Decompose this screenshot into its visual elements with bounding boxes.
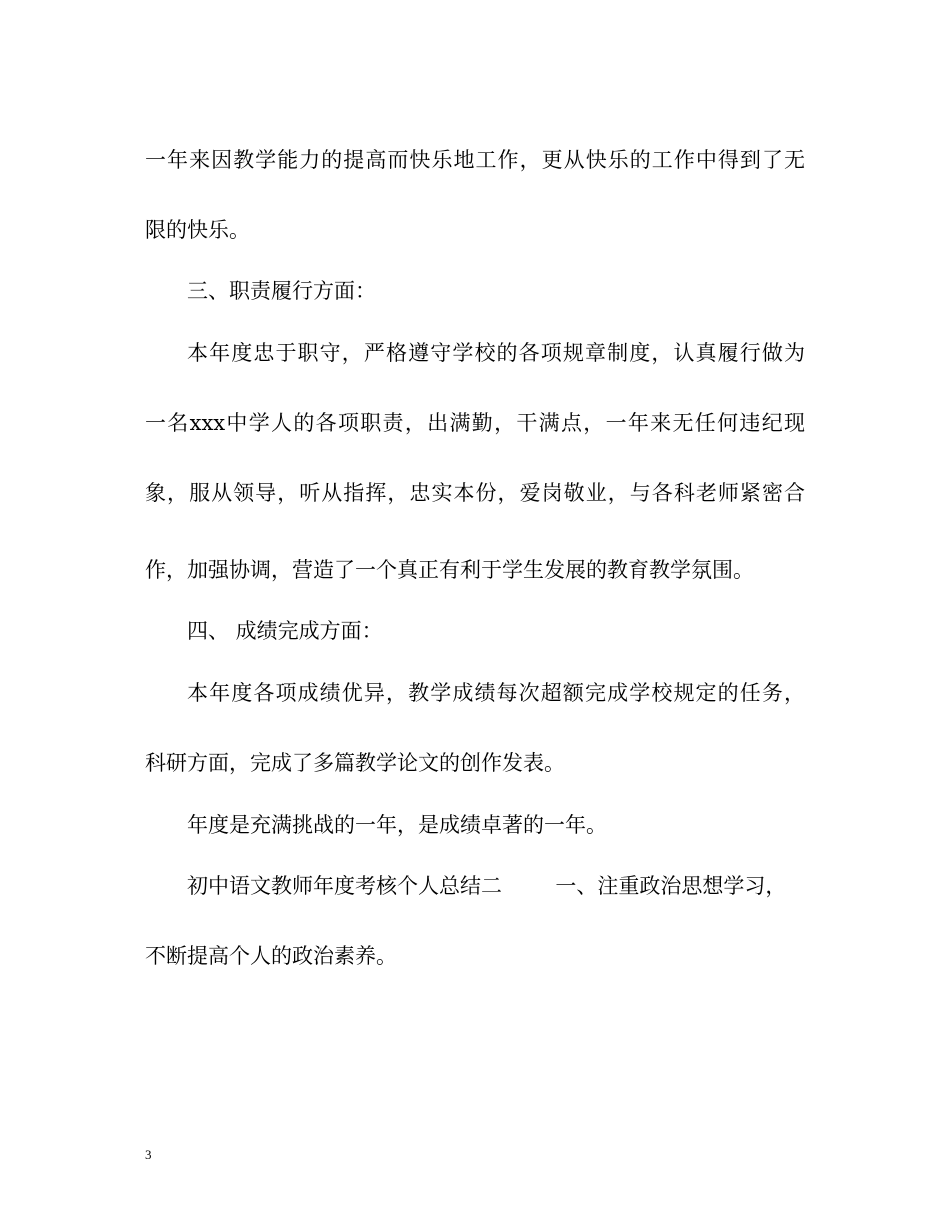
body-text-line: 限的快乐。 [145,218,250,242]
section-heading: 三、职责履行方面： [187,279,376,303]
section-heading: 四、 成绩完成方面： [187,619,383,643]
body-text-line: 本年度忠于职守，严格遵守学校的各项规章制度，认真履行做为 [187,341,805,365]
body-text-line: 一年来因教学能力的提高而快乐地工作，更从快乐的工作中得到了无 [145,148,805,172]
body-text-line: 一名xxx中学人的各项职责，出满勤，干满点，一年来无任何违纪现 [145,411,805,435]
body-text-line: 不断提高个人的政治素养。 [145,944,397,968]
body-text-line: 初中语文教师年度考核个人总结二 一、注重政治思想学习， [187,874,787,898]
page-number: 3 [145,1147,152,1162]
body-text-line: 本年度各项成绩优异，教学成绩每次超额完成学校规定的任务， [187,681,805,705]
body-text-line: 科研方面，完成了多篇教学论文的创作发表。 [145,751,565,775]
body-text-line: 年度是充满挑战的一年，是成绩卓著的一年。 [187,813,607,837]
body-text-line: 作，加强协调，营造了一个真正有利于学生发展的教育教学氛围。 [145,558,754,582]
body-text-line: 象，服从领导，听从指挥，忠实本份，爱岗敬业，与各科老师紧密合 [145,481,805,505]
